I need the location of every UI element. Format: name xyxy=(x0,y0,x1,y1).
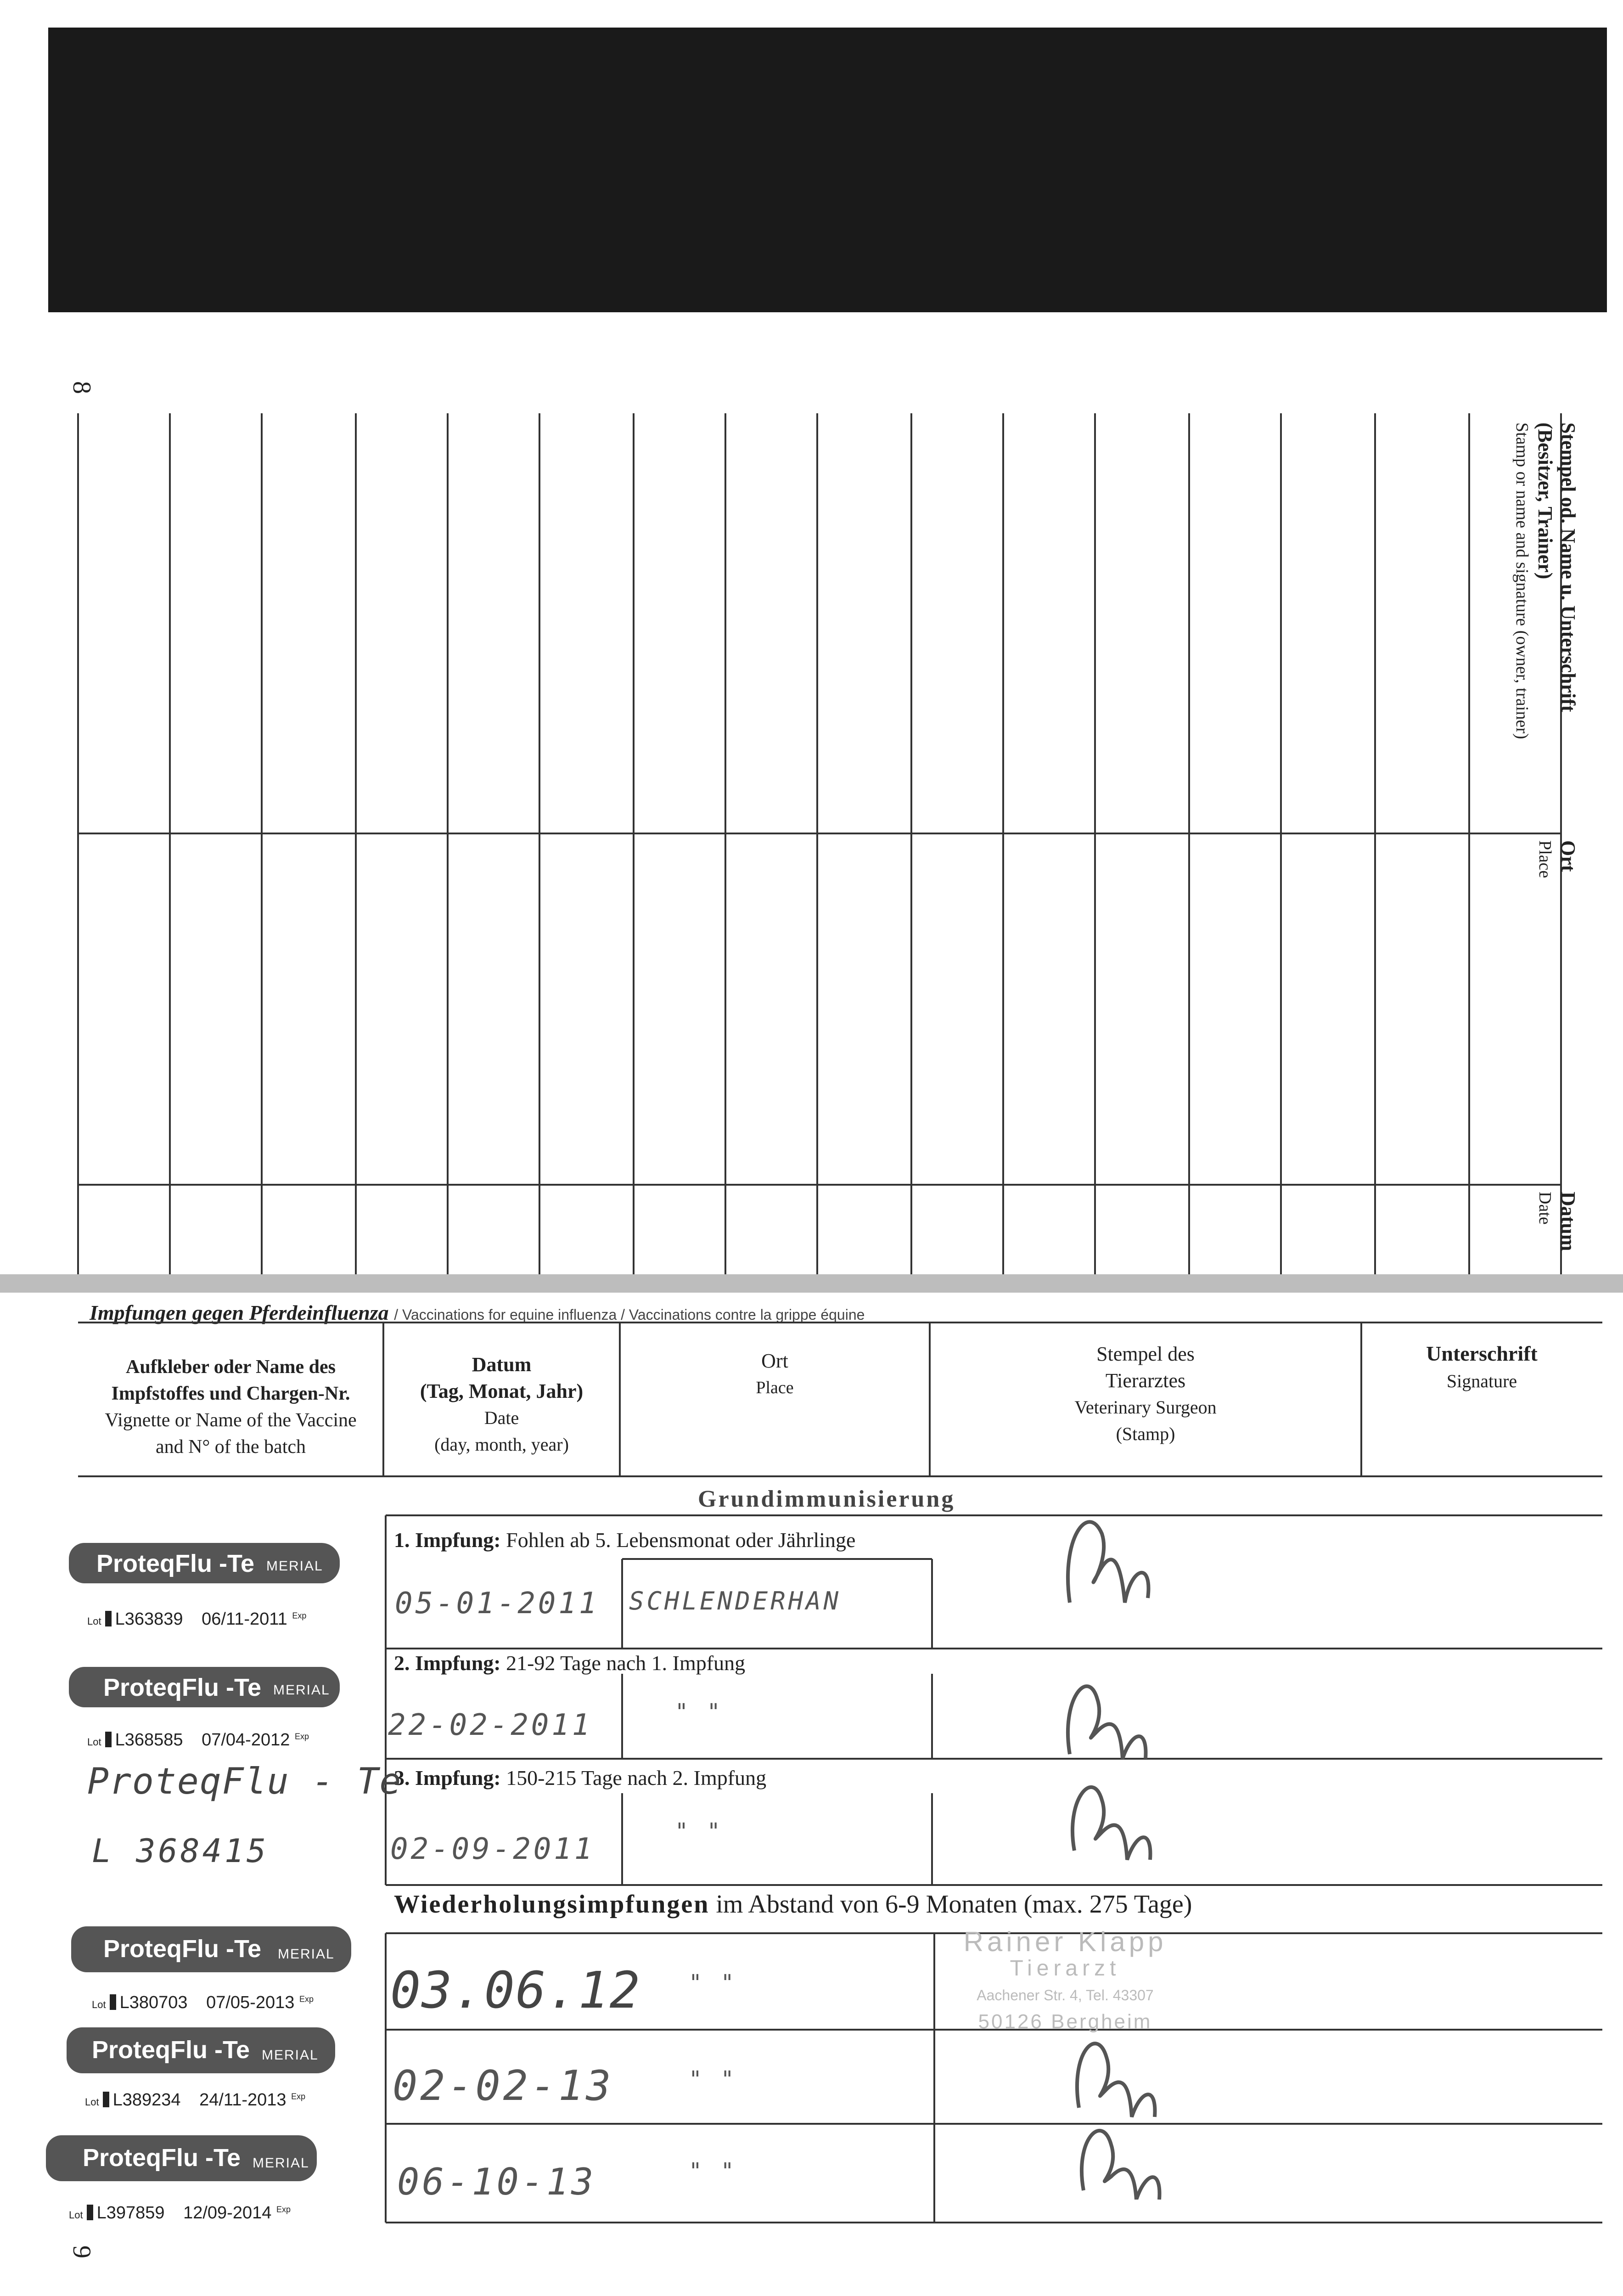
repeat-1-place: " " xyxy=(689,1970,737,1996)
repeat-2-date: 02-02-13 xyxy=(393,2062,614,2110)
col-header-date: Datum (Tag, Monat, Jahr) Date (day, month, year) xyxy=(420,1353,584,1455)
primary-3-date: 02-09-2011 xyxy=(390,1832,595,1866)
primary-1-label: 1. Impfung: Fohlen ab 5. Lebensmonat oder Jährlinge xyxy=(394,1528,856,1552)
primary-2-label: 2. Impfung: 21-92 Tage nach 1. Impfung xyxy=(394,1651,746,1675)
signature-4 xyxy=(1077,2043,1155,2117)
primary-3-lot: L 368415 xyxy=(92,1832,269,1870)
repeat-2-place: " " xyxy=(689,2066,737,2092)
repeat-3-date: 06-10-13 xyxy=(397,2161,596,2203)
col-header-signature: Unterschrift Signature xyxy=(1426,1342,1538,1391)
vet-signatures xyxy=(1033,1483,1226,2200)
primary-3-place: " " xyxy=(675,1818,723,1844)
section-title: Impfungen gegen Pferdeinfluenza / Vaccinations for equine influenza / Vaccinations contre la grippe équine xyxy=(90,1301,865,1324)
repeat-title: Wiederholungsimpfungen im Abstand von 6-9 Monaten (max. 275 Tage) xyxy=(394,1890,1192,1919)
vaccine-sticker-1: ProteqFlu -Te MERIAL xyxy=(69,1543,340,1583)
page-number-bottom: 9 xyxy=(67,2245,96,2258)
col-header-place: Ort Place xyxy=(756,1350,794,1397)
upper-header-place: Ort Place xyxy=(1535,840,1579,878)
vaccine-lot-4: Lot L389234 24/11-2013 $^{Exp}$ xyxy=(85,2090,306,2110)
col-header-vet: Stempel des Tierarztes Veterinary Surgeon (Stamp) xyxy=(1074,1343,1217,1444)
primary-1-place: SCHLENDERHAN xyxy=(629,1587,842,1615)
signature-2 xyxy=(1068,1686,1146,1759)
vaccine-sticker-4: ProteqFlu -Te MERIAL xyxy=(67,2027,335,2073)
signature-3 xyxy=(1073,1787,1151,1860)
upper-header-date: Datum Date xyxy=(1535,1192,1579,1251)
primary-2-place: " " xyxy=(675,1699,723,1725)
signature-1 xyxy=(1068,1522,1148,1603)
col-header-vaccine: Aufkleber oder Name des Impfstoffes und Chargen-Nr. Vignette or Name of the Vaccine and N° of the batch xyxy=(105,1356,357,1458)
signature-5 xyxy=(1082,2131,1160,2200)
primary-2-date: 22-02-2011 xyxy=(388,1708,593,1742)
vet-stamp: Rainer Klapp Tierarzt Aachener Str. 4, Tel. 43307 50126 Bergheim xyxy=(963,1926,1167,2033)
primary-3-vaccine-name: ProteqFlu - Te xyxy=(87,1761,402,1802)
repeat-1-date: 03.06.12 xyxy=(390,1961,641,2020)
repeat-3-place: " " xyxy=(689,2158,737,2184)
vaccine-lot-2: Lot L368585 07/04-2012 $^{Exp}$ xyxy=(87,1730,309,1750)
page-number-top: 8 xyxy=(67,381,96,394)
vaccine-lot-1: Lot L363839 06/11-2011 $^{Exp}$ xyxy=(87,1609,307,1629)
upper-header-stamp: Stempel od. Name u. Unterschrift (Besitzer, Trainer) Stamp or name and signature (owner, trainer) xyxy=(1512,422,1579,739)
grund-title: Grundimmunisierung xyxy=(698,1486,955,1512)
primary-1-date: 05-01-2011 xyxy=(395,1587,600,1621)
vaccine-lot-3: Lot L380703 07/05-2013 $^{Exp}$ xyxy=(92,1993,314,2012)
primary-3-label: 3. Impfung: 150-215 Tage nach 2. Impfung xyxy=(394,1766,767,1790)
vaccine-sticker-2: ProteqFlu -Te MERIAL xyxy=(69,1667,340,1707)
vaccine-sticker-5: ProteqFlu -Te MERIAL xyxy=(46,2135,317,2181)
vaccine-sticker-3: ProteqFlu -Te MERIAL xyxy=(71,1926,351,1972)
vaccine-lot-5: Lot L397859 12/09-2014 $^{Exp}$ xyxy=(69,2203,291,2223)
